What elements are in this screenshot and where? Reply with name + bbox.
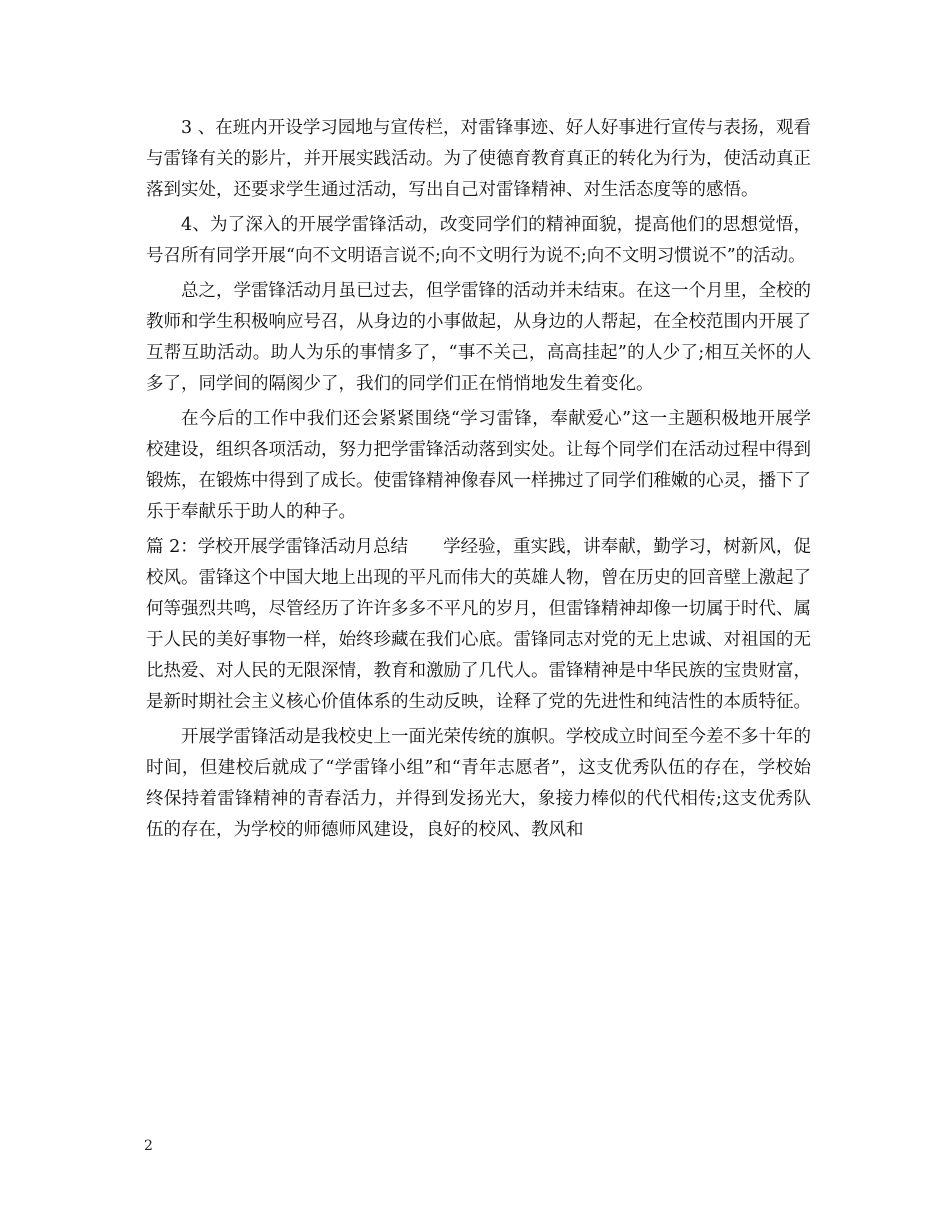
paragraph-item-4: 4、为了深入的开展学雷锋活动，改变同学们的精神面貌，提高他们的思想觉悟，号召所有同学开展“向不文明语言说不;向不文明行为说不;向不文明习惯说不”的活动。 — [146, 215, 811, 266]
paragraph-summary: 总之，学雷锋活动月虽已过去，但学雷锋的活动并未结束。在这一个月里，全校的教师和学生积极响应号召，从身边的小事做起，从身边的人帮起，在全校范围内开展了互帮互助活动。助人为乐的事情多了，“事不关己，高高挂起”的人少了;相互关怀的人多了，同学间的隔阂少了，我们的同学们正在悄悄地发生着变化。 — [146, 281, 811, 394]
paragraph-section-2: 篇 2：学校开展学雷锋活动月总结 学经验，重实践，讲奉献，勤学习，树新风，促校风。雷锋这个中国大地上出现的平凡而伟大的英雄人物，曾在历史的回音壁上激起了何等强烈共鸣，尽管经历了许许多多不平凡的岁月，但雷锋精神却像一切属于时代、属于人民的美好事物一样，始终珍藏在我们心底。雷锋同志对党的无上忠诚、对祖国的无比热爱、对人民的无限深情，教育和激励了几代人。雷锋精神是中华民族的宝贵财富，是新时期社会主义核心价值体系的生动反映，诠释了党的先进性和纯洁性的本质特征。 — [146, 537, 811, 712]
page-number: 2 — [144, 1138, 153, 1154]
paragraph-school-tradition: 开展学雷锋活动是我校史上一面光荣传统的旗帜。学校成立时间至今差不多十年的时间，但建校后就成了“学雷锋小组”和“青年志愿者”，这支优秀队伍的存在，学校始终保持着雷锋精神的青春活力，并得到发扬光大，象接力棒似的代代相传;这支优秀队伍的存在，为学校的师德师风建设，良好的校风、教风和 — [146, 727, 811, 840]
paragraph-item-3: 3 、在班内开设学习园地与宣传栏，对雷锋事迹、好人好事进行宣传与表扬，观看与雷锋有关的影片，并开展实践活动。为了使德育教育真正的转化为行为，使活动真正落到实处，还要求学生通过活动，写出自己对雷锋精神、对生活态度等的感悟。 — [146, 118, 811, 200]
paragraph-future-work: 在今后的工作中我们还会紧紧围绕“学习雷锋，奉献爱心”这一主题积极地开展学校建设，组织各项活动，努力把学雷锋活动落到实处。让每个同学们在活动过程中得到锻炼，在锻炼中得到了成长。使雷锋精神像春风一样拂过了同学们稚嫩的心灵，播下了乐于奉献乐于助人的种子。 — [146, 409, 811, 522]
document-body — [146, 113, 811, 850]
